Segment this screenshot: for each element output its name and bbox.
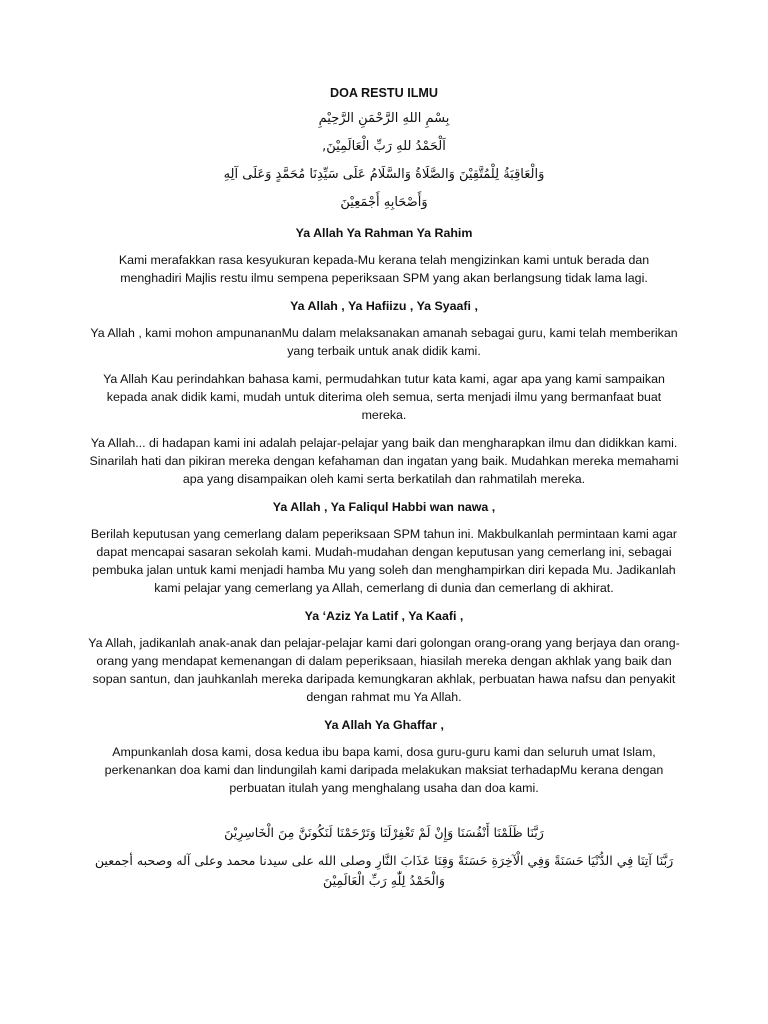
section-heading: Ya Allah , Ya Hafiizu , Ya Syaafi , (290, 299, 478, 313)
section-paragraph: Ampunkanlah dosa kami, dosa kedua ibu bapa kami, dosa guru-guru kami dan seluruh umat Islam, perkenankan doa kami dan lindungilah kami daripada melakukan maksiat terhadapMu kerana dengan perbuatan itulah yang menghalang usaha dan doa kami. (104, 745, 664, 795)
section-paragraph: Ya Allah... di hadapan kami ini adalah pelajar-pelajar yang baik dan mengharapkan ilmu dan didikkan kami. Sinarilah hati dan pikiran mereka dengan kefahaman dan ingatan yang baik. Mudahkan mereka memahami apa yang disampaikan oleh kami serta berkatilah dan rahmatilah mereka. (89, 436, 679, 486)
section-2 (88, 297, 680, 488)
section-heading: Ya Allah Ya Rahman Ya Rahim (295, 226, 473, 240)
section-1 (88, 224, 680, 287)
section-5 (88, 716, 680, 797)
section-paragraph: Ya Allah , kami mohon ampunananMu dalam melaksanakan amanah sebagai guru, kami telah memberikan yang terbaik untuk anak didik kami. (90, 326, 678, 358)
closing-dua-line: رَبَّنَا آتِنَا فِي الدُّنْيَا حَسَنَةً وَفِي الْآخِرَةِ حَسَنَةً وَقِنَا عَذَابَ النَّارِ وصلى الله على سيدنا محمد وعلى آله وصحبه أجمعين وَالْحَمْدُ لِلّٰهِ رَبِّ الْعَالَمِيْنَ (94, 853, 674, 888)
section-paragraph: Berilah keputusan yang cemerlang dalam peperiksaan SPM tahun ini. Makbulkanlah permintaan kami agar dapat mencapai sasaran sekolah kami. Mudah-mudahan dengan keputusan yang cemerlang ini, sebagai pembuka jalan untuk kami menjadi hamba Mu yang soleh dan menghampirkan diri kepada Mu. Jadikanlah kami pelajar yang cemerlang ya Allah, cemerlang di dunia dan cemerlang di akhirat. (90, 527, 678, 595)
salawat-line: وَالْعَاقِبَةُ لِلْمُتَّقِيْنَ وَالصَّلَاةُ وَالسَّلَامُ عَلَى سَيِّدِنَا مُحَمَّدٍ وَعَلَى آلِهِ (223, 167, 545, 182)
closing-dua-line: رَبَّنَا ظَلَمْنَا أَنْفُسَنَا وَإِنْ لَمْ تَغْفِرْلَنَا وَتَرْحَمْنَا لَنَكُونَنَّ مِنَ الْخَاسِرِيْنَ (224, 825, 544, 840)
section-paragraph: Kami merafakkan rasa kesyukuran kepada-Mu kerana telah mengizinkan kami untuk berada dan menghadiri Majlis restu ilmu sempena peperiksaan SPM yang akan berlangsung tidak lama lagi. (118, 253, 650, 285)
section-3 (88, 498, 680, 597)
section-paragraph: Ya Allah Kau perindahkan bahasa kami, permudahkan tutur kata kami, agar apa yang kami sampaikan kepada anak didik kami, mudah untuk diterima oleh semua, serta menjadi ilmu yang bermanfaat buat mereka. (103, 372, 665, 422)
document-title: DOA RESTU ILMU (330, 86, 438, 100)
opening-arabic-block (88, 108, 680, 214)
closing-arabic-block (88, 823, 680, 891)
section-4 (88, 607, 680, 706)
section-heading: Ya Allah , Ya Faliqul Habbi wan nawa , (272, 500, 496, 514)
hamdalah: اَلْحَمْدُ للهِ رَبِّ الْعَالَمِيْنَ, (322, 139, 446, 154)
salawat-line-end: وَأَصْحَابِهِ أَجْمَعِيْنَ (340, 195, 428, 210)
section-heading: Ya ‘Aziz Ya Latif , Ya Kaafi , (304, 609, 464, 623)
document-page (88, 84, 680, 899)
section-paragraph: Ya Allah, jadikanlah anak-anak dan pelajar-pelajar kami dari golongan orang-orang yang berjaya dan orang-orang yang mendapat kemenangan di dalam peperiksaan, hiasilah mereka dengan akhlak yang baik dan sopan santun, dan jauhkanlah mereka daripada kemungkaran akhlak, perbuatan hawa nafsu dan penyakit dengan rahmat mu Ya Allah. (88, 636, 680, 704)
section-heading: Ya Allah Ya Ghaffar , (324, 718, 444, 732)
basmalah: بِسْمِ اللهِ الرَّحْمَنِ الرَّحِيْمِ (318, 111, 450, 126)
